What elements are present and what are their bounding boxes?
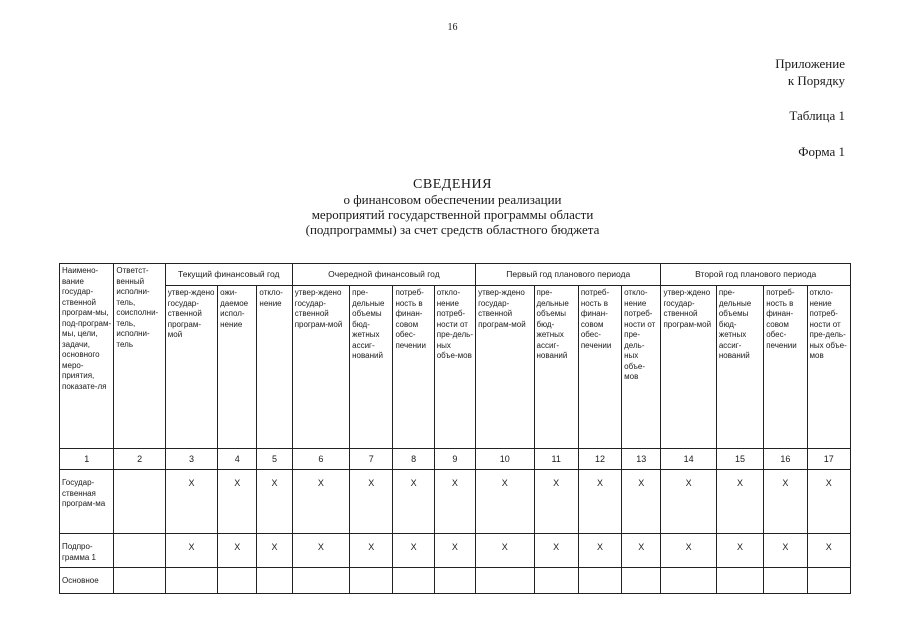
empty-cell — [716, 568, 763, 594]
row-name: Подпро-грамма 1 — [60, 534, 114, 568]
header-first-plan-year: Первый год планового периода — [476, 264, 661, 286]
row-name: Основное — [60, 568, 114, 594]
empty-cell — [807, 568, 850, 594]
column-number: 8 — [393, 449, 434, 470]
empty-cell — [764, 568, 807, 594]
x-mark: X — [661, 470, 716, 534]
header-current-expected: ожи-даемое испол-нение — [218, 286, 257, 449]
title-line-2: о финансовом обеспечении реализации — [343, 192, 562, 207]
header-next-approved: утвер-ждено государ-ственной програм-мой — [292, 286, 349, 449]
x-mark: X — [807, 534, 850, 568]
x-mark: X — [476, 534, 534, 568]
document-title — [0, 177, 905, 237]
column-number: 12 — [578, 449, 621, 470]
x-mark: X — [534, 470, 578, 534]
x-mark: X — [578, 534, 621, 568]
column-number: 13 — [622, 449, 661, 470]
empty-cell — [661, 568, 716, 594]
column-number: 2 — [114, 449, 165, 470]
column-number-row — [60, 449, 851, 470]
header-current-deviation: откло-нение — [257, 286, 292, 449]
x-mark: X — [434, 534, 475, 568]
row-responsible — [114, 470, 165, 534]
empty-cell — [622, 568, 661, 594]
empty-cell — [350, 568, 393, 594]
empty-cell — [534, 568, 578, 594]
x-mark: X — [622, 534, 661, 568]
x-mark: X — [764, 534, 807, 568]
header-first-need-deviation: откло-нение потреб-ности от пре-дель-ных объе-мов — [622, 286, 661, 449]
title-line-4: (подпрограммы) за счет средств областного бюджета — [305, 222, 600, 237]
column-number: 16 — [764, 449, 807, 470]
empty-cell — [114, 568, 165, 594]
funding-table — [59, 263, 851, 594]
column-number: 6 — [292, 449, 349, 470]
column-number: 9 — [434, 449, 475, 470]
header-second-limits: пре-дельные объемы бюд-жетных ассиг-нований — [716, 286, 763, 449]
table-label: Таблица 1 — [789, 108, 845, 123]
x-mark: X — [764, 470, 807, 534]
x-mark: X — [257, 534, 292, 568]
x-mark: X — [578, 470, 621, 534]
column-number: 15 — [716, 449, 763, 470]
column-number: 14 — [661, 449, 716, 470]
header-next-need: потреб-ность в финан-совом обес-печении — [393, 286, 434, 449]
header-second-need: потреб-ность в финан-совом обес-печении — [764, 286, 807, 449]
header-name-column: Наимено-вание государ-ственной програм-мы, под-програм-мы, цели, задачи, основного меро-приятия, показате-ля — [60, 264, 114, 449]
table-row-subprogram — [60, 534, 851, 568]
empty-cell — [393, 568, 434, 594]
header-current-approved: утвер-ждено государ-ственной програм-мой — [165, 286, 217, 449]
x-mark: X — [716, 534, 763, 568]
x-mark: X — [807, 470, 850, 534]
header-second-approved: утвер-ждено государ-ственной програм-мой — [661, 286, 716, 449]
form-label: Форма 1 — [798, 144, 845, 159]
x-mark: X — [292, 470, 349, 534]
x-mark: X — [393, 534, 434, 568]
empty-cell — [218, 568, 257, 594]
empty-cell — [434, 568, 475, 594]
column-number: 3 — [165, 449, 217, 470]
x-mark: X — [165, 534, 217, 568]
x-mark: X — [434, 470, 475, 534]
column-number: 5 — [257, 449, 292, 470]
x-mark: X — [218, 470, 257, 534]
column-number: 10 — [476, 449, 534, 470]
appendix-line-2: к Порядку — [787, 73, 845, 88]
column-number: 4 — [218, 449, 257, 470]
x-mark: X — [534, 534, 578, 568]
header-row-subcolumns — [60, 286, 851, 449]
header-second-need-deviation: откло-нение потреб-ности от пре-дель-ных объе-мов — [807, 286, 850, 449]
x-mark: X — [716, 470, 763, 534]
row-responsible — [114, 534, 165, 568]
x-mark: X — [292, 534, 349, 568]
title-main: СВЕДЕНИЯ — [413, 177, 492, 192]
header-row-groups — [60, 264, 851, 286]
empty-cell — [165, 568, 217, 594]
empty-cell — [476, 568, 534, 594]
empty-cell — [578, 568, 621, 594]
appendix-line-1: Приложение — [775, 56, 845, 71]
x-mark: X — [350, 534, 393, 568]
x-mark: X — [622, 470, 661, 534]
header-next-limits: пре-дельные объемы бюд-жетных ассиг-нований — [350, 286, 393, 449]
header-first-limits: пре-дельные объемы бюд-жетных ассиг-нований — [534, 286, 578, 449]
header-second-plan-year: Второй год планового периода — [661, 264, 851, 286]
header-responsible-column: Ответст-венный исполни-тель, соисполни-тель, исполни-тель — [114, 264, 165, 449]
x-mark: X — [165, 470, 217, 534]
x-mark: X — [393, 470, 434, 534]
column-number: 11 — [534, 449, 578, 470]
x-mark: X — [350, 470, 393, 534]
header-next-need-deviation: откло-нение потреб-ности от пре-дель-ных объе-мов — [434, 286, 475, 449]
page-number: 16 — [447, 22, 458, 33]
x-mark: X — [257, 470, 292, 534]
column-number: 17 — [807, 449, 850, 470]
empty-cell — [257, 568, 292, 594]
row-name: Государ-ственная програм-ма — [60, 470, 114, 534]
header-next-year: Очередной финансовый год — [292, 264, 475, 286]
table-row-state-program — [60, 470, 851, 534]
x-mark: X — [476, 470, 534, 534]
column-number: 7 — [350, 449, 393, 470]
header-first-approved: утвер-ждено государ-ственной програм-мой — [476, 286, 534, 449]
table-row-main-activity — [60, 568, 851, 594]
appendix-note — [775, 55, 845, 89]
header-first-need: потреб-ность в финан-совом обес-печении — [578, 286, 621, 449]
column-number: 1 — [60, 449, 114, 470]
empty-cell — [292, 568, 349, 594]
header-current-year: Текущий финансовый год — [165, 264, 292, 286]
title-line-3: мероприятий государственной программы области — [311, 207, 594, 222]
x-mark: X — [218, 534, 257, 568]
x-mark: X — [661, 534, 716, 568]
